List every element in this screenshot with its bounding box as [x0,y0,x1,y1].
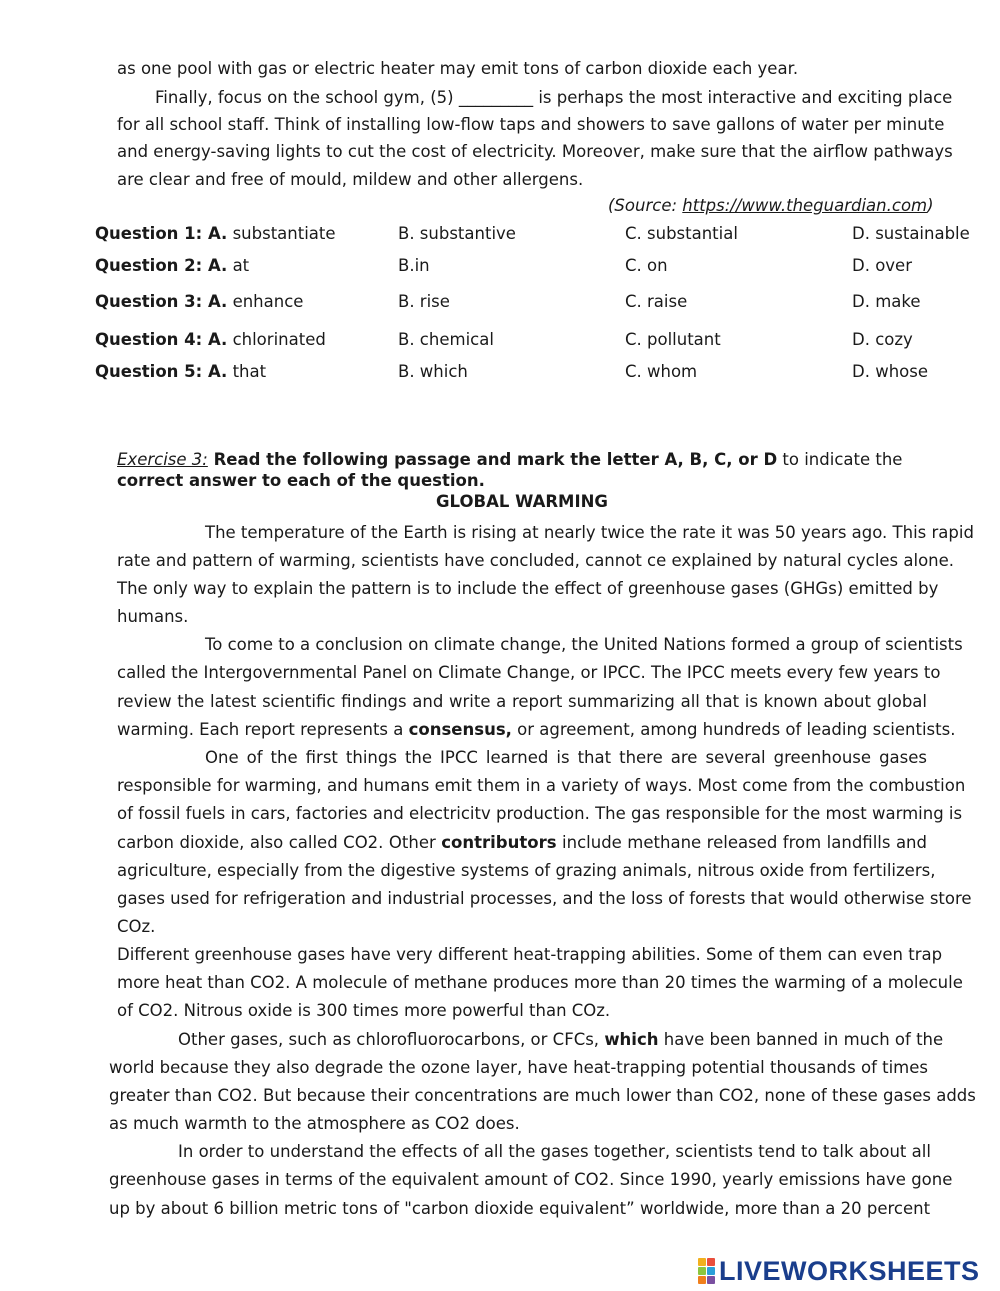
passage-line: for all school staff. Think of installing low-flow taps and showers to save gallons of water per minute [117,115,945,134]
passage-line: greater than CO2. But because their concentrations are much lower than CO2, none of these gases adds [109,1086,976,1105]
passage-line: up by about 6 billion metric tons of "carbon dioxide equivalent” worldwide, more than a 20 percent [109,1199,931,1218]
option-d[interactable]: D. over [852,256,912,275]
option-a[interactable] [95,362,266,382]
option-c[interactable]: C. on [625,256,668,275]
option-d[interactable]: D. sustainable [852,224,970,243]
logo-square [707,1267,715,1275]
passage-line: COz. [117,917,156,936]
passage-line: responsible for warming, and humans emit them in a variety of ways. Most come from the combustion [117,776,966,795]
passage-line: To come to a conclusion on climate change, the United Nations formed a group of scientists [205,635,963,654]
option-b[interactable]: B. substantive [398,224,516,243]
passage-line: are clear and free of mould, mildew and other allergens. [117,170,584,189]
option-a-text: substantiate [227,224,336,243]
option-c[interactable]: C. whom [625,362,698,381]
source-prefix: (Source: [608,196,683,215]
option-a-text: chlorinated [227,330,326,349]
question-label: Question 3: A. [95,292,228,311]
option-d[interactable]: D. make [852,292,921,311]
passage-line: more heat than CO2. A molecule of methane produces more than 20 times the warming of a molecule [117,973,963,992]
option-a[interactable] [95,292,303,312]
passage-line: greenhouse gases in terms of the equivalent amount of CO2. Since 1990, yearly emissions have gone [109,1170,953,1189]
passage-line: humans. [117,607,189,626]
option-b[interactable]: B.in [398,256,430,275]
logo-square [698,1267,706,1275]
text-segment: carbon dioxide, also called CO2. Other [117,833,442,852]
option-d[interactable]: D. whose [852,362,928,381]
instruction-bold: Read the following passage and mark the letter A, B, C, or D [207,450,778,469]
logo-square [707,1276,715,1284]
passage-line [117,833,927,853]
passage-line: world because they also degrade the ozone layer, have heat-trapping potential thousands of times [109,1058,928,1077]
source-suffix: ) [927,196,934,215]
option-b[interactable]: B. chemical [398,330,494,349]
logo-text: LIVEWORKSHEETS [719,1256,980,1286]
option-b[interactable]: B. rise [398,292,450,311]
passage-line: In order to understand the effects of all the gases together, scientists tend to talk about all [178,1142,931,1161]
text-segment: have been banned in much of the [658,1030,944,1049]
highlighted-word-consensus: consensus, [408,720,512,739]
question-label: Question 5: A. [95,362,228,381]
option-c[interactable]: C. pollutant [625,330,721,349]
option-a[interactable] [95,330,326,350]
option-a-text: at [227,256,250,275]
option-d[interactable]: D. cozy [852,330,913,349]
liveworksheets-logo [698,1257,980,1285]
source-citation [608,196,934,216]
logo-square [698,1276,706,1284]
passage-line: rate and pattern of warming, scientists have concluded, cannot ce explained by natural cycles alone. [117,551,955,570]
text-segment: include methane released from landfills and [556,833,927,852]
logo-square [707,1258,715,1266]
source-link[interactable]: https://www.theguardian.com [682,196,928,215]
passage-line: Finally, focus on the school gym, (5) _________ is perhaps the most interactive and exciting place [155,88,953,107]
option-a[interactable] [95,224,336,244]
option-c[interactable]: C. raise [625,292,688,311]
text-segment: warming. Each report represents a [117,720,409,739]
passage-line: The temperature of the Earth is rising at nearly twice the rate it was 50 years ago. This rapid [205,523,974,542]
passage-line: Different greenhouse gases have very different heat-trapping abilities. Some of them can even trap [117,945,943,964]
passage-line: The only way to explain the pattern is to include the effect of greenhouse gases (GHGs) emitted by [117,579,939,598]
exercise-instruction [117,450,902,470]
passage-line: One of the first things the IPCC learned is that there are several greenhouse gases [205,748,927,767]
passage-line [117,720,955,740]
passage-line: called the Intergovernmental Panel on Climate Change, or IPCC. The IPCC meets every few years to [117,663,941,682]
question-label: Question 1: A. [95,224,228,243]
passage-line: review the latest scientific findings and write a report summarizing all that is known about global [117,692,927,711]
instruction-normal: to indicate the [777,450,903,469]
option-a[interactable] [95,256,249,276]
passage-line: of fossil fuels in cars, factories and electricitv production. The gas responsible for the most warming is [117,804,963,823]
passage-line: as much warmth to the atmosphere as CO2 does. [109,1114,520,1133]
logo-square [698,1258,706,1266]
instruction-continued: correct answer to each of the question. [117,471,485,490]
question-label: Question 2: A. [95,256,228,275]
passage-line: of CO2. Nitrous oxide is 300 times more powerful than COz. [117,1001,611,1020]
passage-line: as one pool with gas or electric heater may emit tons of carbon dioxide each year. [117,59,799,78]
passage-line [178,1030,944,1050]
passage-line: and energy-saving lights to cut the cost of electricity. Moreover, make sure that the airflow pathways [117,142,953,161]
option-b[interactable]: B. which [398,362,468,381]
question-label: Question 4: A. [95,330,228,349]
exercise-label: Exercise 3: [117,450,208,469]
option-a-text: that [227,362,267,381]
passage-line: gases used for refrigeration and industrial processes, and the loss of forests that would otherwise store [117,889,972,908]
option-a-text: enhance [227,292,304,311]
highlighted-word-contributors: contributors [441,833,557,852]
option-c[interactable]: C. substantial [625,224,738,243]
passage-line: agriculture, especially from the digestive systems of grazing animals, nitrous oxide from fertilizers, [117,861,936,880]
text-segment: or agreement, among hundreds of leading scientists. [511,720,956,739]
logo-mark-icon [698,1258,715,1284]
passage-title: GLOBAL WARMING [436,492,608,511]
text-segment: Other gases, such as chlorofluorocarbons, or CFCs, [178,1030,605,1049]
highlighted-word-which: which [604,1030,659,1049]
